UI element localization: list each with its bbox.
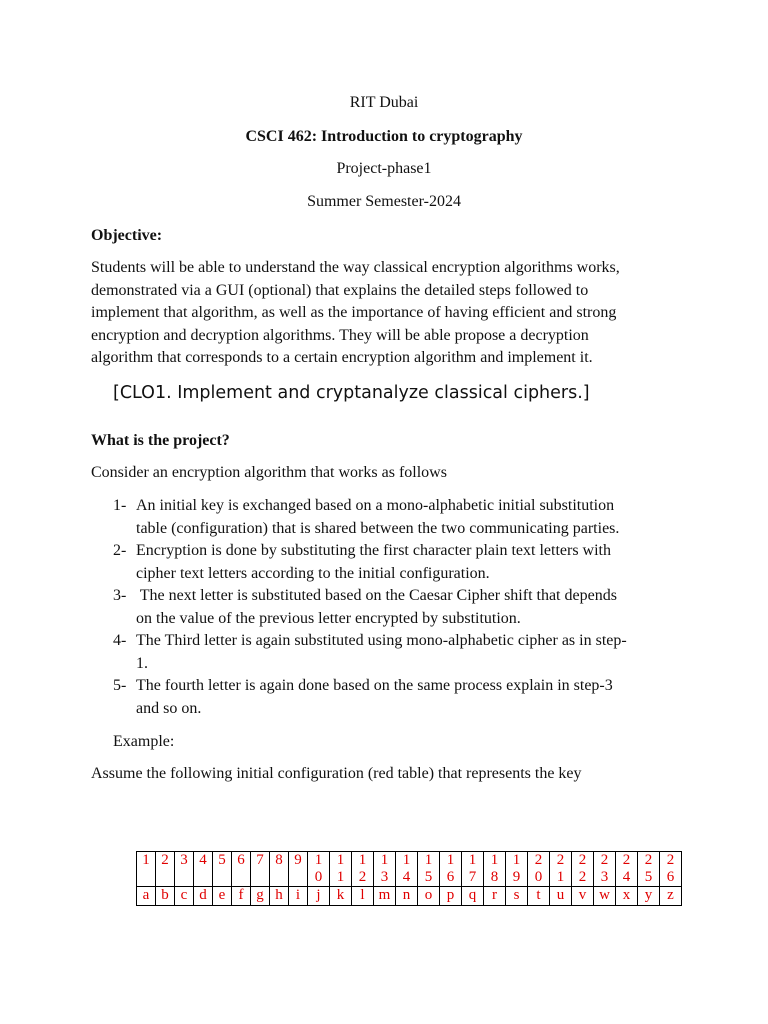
key-number-cell: 2 0 (528, 852, 550, 887)
key-number-cell: 1 1 (330, 852, 352, 887)
key-number-cell: 2 1 (550, 852, 572, 887)
key-letter-cell: b (156, 887, 175, 906)
objective-line: implement that algorithm, as well as the importance of having efficient and strong (91, 304, 617, 321)
example-description: Assume the following initial configuration (red table) that represents the key (91, 765, 582, 782)
key-letter-cell: w (594, 887, 616, 906)
key-letter-cell: m (374, 887, 396, 906)
list-item-line: table (configuration) that is shared between the two communicating parties. (136, 519, 620, 537)
key-number-cell: 8 (270, 852, 289, 887)
key-letter-cell: r (484, 887, 506, 906)
list-item-line: cipher text letters according to the initial configuration. (136, 564, 490, 582)
key-configuration-table (136, 851, 682, 906)
key-letter-cell: d (194, 887, 213, 906)
key-letter-cell: q (462, 887, 484, 906)
key-letter-cell: v (572, 887, 594, 906)
key-number-cell: 1 (137, 852, 156, 887)
project-title: Project-phase1 (336, 160, 432, 177)
key-letter-cell: s (506, 887, 528, 906)
course-title: CSCI 462: Introduction to cryptography (245, 128, 523, 145)
list-item-number: 2- (113, 542, 127, 559)
key-number-cell: 5 (213, 852, 232, 887)
key-number-cell: 2 2 (572, 852, 594, 887)
institution-title: RIT Dubai (349, 94, 419, 111)
semester-title: Summer Semester-2024 (307, 193, 461, 210)
key-number-cell: 2 5 (638, 852, 660, 887)
key-letter-cell: k (330, 887, 352, 906)
key-number-cell: 1 0 (308, 852, 330, 887)
key-letter-cell: h (270, 887, 289, 906)
key-letter-cell: f (232, 887, 251, 906)
key-letter-cell: c (175, 887, 194, 906)
key-number-cell: 9 (289, 852, 308, 887)
project-intro: Consider an encryption algorithm that works as follows (91, 464, 447, 481)
key-letter-cell: e (213, 887, 232, 906)
key-number-cell: 4 (194, 852, 213, 887)
list-item-line: The fourth letter is again done based on the same process explain in step-3 (136, 677, 613, 694)
list-item-line: on the value of the previous letter encrypted by substitution. (136, 609, 521, 627)
list-item-number: 3- (113, 587, 127, 604)
key-letter-cell: x (616, 887, 638, 906)
key-letter-cell: z (660, 887, 682, 906)
key-letter-cell: g (251, 887, 270, 906)
key-number-cell: 3 (175, 852, 194, 887)
key-number-cell: 2 6 (660, 852, 682, 887)
objective-line: demonstrated via a GUI (optional) that explains the detailed steps followed to (91, 281, 589, 299)
key-number-cell: 1 3 (374, 852, 396, 887)
key-letter-cell: o (418, 887, 440, 906)
key-number-cell: 2 (156, 852, 175, 887)
key-number-cell: 1 6 (440, 852, 462, 887)
example-label: Example: (113, 733, 175, 750)
key-letter-cell: n (396, 887, 418, 906)
objective-heading: Objective: (91, 227, 163, 244)
list-item-line: An initial key is exchanged based on a mono-alphabetic initial substitution (136, 497, 615, 514)
key-number-cell: 6 (232, 852, 251, 887)
list-item-line: The next letter is substituted based on the Caesar Cipher shift that depends (136, 587, 617, 604)
list-item-line: 1. (136, 654, 148, 672)
list-item-line: and so on. (136, 699, 202, 717)
key-number-cell: 1 7 (462, 852, 484, 887)
clo-statement: [CLO1. Implement and cryptanalyze classical ciphers.] (113, 383, 590, 403)
objective-line: Students will be able to understand the way classical encryption algorithms works, (91, 259, 620, 276)
key-letter-cell: j (308, 887, 330, 906)
key-number-row (137, 852, 682, 887)
key-letter-cell: u (550, 887, 572, 906)
objective-paragraph (91, 257, 691, 370)
objective-line: algorithm that corresponds to a certain encryption algorithm and implement it. (91, 349, 593, 366)
key-letter-cell: t (528, 887, 550, 906)
list-item-line: The Third letter is again substituted using mono-alphabetic cipher as in step- (136, 632, 627, 649)
key-number-cell: 2 4 (616, 852, 638, 887)
list-item-number: 4- (113, 632, 127, 649)
list-item-number: 1- (113, 497, 127, 514)
key-letter-cell: i (289, 887, 308, 906)
key-number-cell: 1 5 (418, 852, 440, 887)
key-number-cell: 1 9 (506, 852, 528, 887)
key-number-cell: 1 2 (352, 852, 374, 887)
key-letter-cell: a (137, 887, 156, 906)
key-letter-cell: p (440, 887, 462, 906)
project-heading: What is the project? (91, 432, 230, 449)
key-number-cell: 2 3 (594, 852, 616, 887)
key-number-cell: 7 (251, 852, 270, 887)
list-item-line: Encryption is done by substituting the first character plain text letters with (136, 542, 611, 559)
list-item-number: 5- (113, 677, 127, 694)
key-letter-cell: y (638, 887, 660, 906)
objective-line: encryption and decryption algorithms. They will be able propose a decryption (91, 326, 589, 344)
key-number-cell: 1 8 (484, 852, 506, 887)
key-letter-row (137, 887, 682, 906)
key-number-cell: 1 4 (396, 852, 418, 887)
key-letter-cell: l (352, 887, 374, 906)
